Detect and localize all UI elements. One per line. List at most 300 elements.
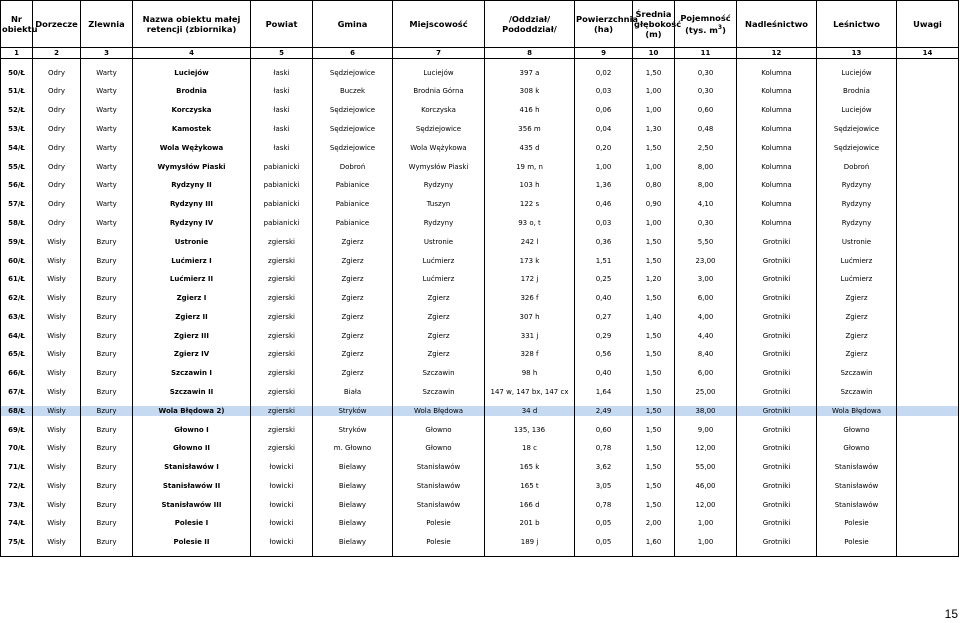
spacer-cell [1, 397, 33, 406]
spacer-cell [897, 378, 959, 387]
spacer-cell [81, 284, 133, 293]
spacer-cell [675, 59, 737, 68]
cell-nazwa: Wymysłów Piaski [133, 162, 251, 172]
column-header: Średnia głębokość (m) [633, 1, 675, 48]
spacer-cell [313, 134, 393, 143]
cell-pojemnosc: 9,00 [675, 424, 737, 434]
cell-nr: 68/Ł [1, 406, 33, 416]
cell-lesnictwo: Lućmierz [817, 274, 897, 284]
cell-miejscowosc: Stanisławów [393, 462, 485, 472]
spacer-cell [251, 529, 313, 538]
spacer-cell [575, 303, 633, 312]
spacer-cell [737, 453, 817, 462]
spacer-cell [133, 78, 251, 87]
cell-glebokosc: 1,50 [633, 462, 675, 472]
cell-nr: 71/Ł [1, 462, 33, 472]
table-row [1, 537, 959, 547]
cell-uwagi [897, 86, 959, 96]
spacer-cell [817, 397, 897, 406]
spacer-cell [485, 360, 575, 369]
cell-miejscowosc: Sędziejowice [393, 124, 485, 134]
cell-dorzecze: Wisły [33, 293, 81, 303]
spacer-cell [817, 303, 897, 312]
spacer-cell [1, 97, 33, 106]
column-number: 4 [133, 48, 251, 59]
spacer-cell [33, 435, 81, 444]
table-row [1, 443, 959, 453]
cell-pojemnosc: 0,48 [675, 124, 737, 134]
spacer-cell [33, 453, 81, 462]
spacer-cell [675, 228, 737, 237]
row-spacer [1, 322, 959, 331]
spacer-cell [737, 190, 817, 199]
cell-nadlesnictwo: Grotniki [737, 293, 817, 303]
table-row [1, 105, 959, 115]
row-spacer [1, 491, 959, 500]
spacer-cell [1, 453, 33, 462]
column-header: Nazwa obiektu małej retencji (zbiornika) [133, 1, 251, 48]
spacer-cell [393, 547, 485, 556]
cell-nadlesnictwo: Grotniki [737, 424, 817, 434]
column-number: 1 [1, 48, 33, 59]
spacer-cell [81, 209, 133, 218]
spacer-cell [485, 378, 575, 387]
cell-uwagi [897, 424, 959, 434]
cell-nazwa: Stanisławów III [133, 500, 251, 510]
cell-oddzial: 331 j [485, 331, 575, 341]
spacer-cell [675, 491, 737, 500]
spacer-cell [33, 266, 81, 275]
spacer-cell [633, 78, 675, 87]
column-number: 11 [675, 48, 737, 59]
cell-lesnictwo: Rydzyny [817, 180, 897, 190]
spacer-cell [633, 134, 675, 143]
spacer-cell [485, 172, 575, 181]
spacer-cell [485, 134, 575, 143]
spacer-cell [575, 284, 633, 293]
cell-nadlesnictwo: Kolumna [737, 199, 817, 209]
table-row [1, 331, 959, 341]
spacer-cell [81, 172, 133, 181]
spacer-cell [817, 190, 897, 199]
cell-dorzecze: Wisły [33, 443, 81, 453]
spacer-cell [737, 78, 817, 87]
cell-nadlesnictwo: Grotniki [737, 406, 817, 416]
spacer-cell [817, 266, 897, 275]
cell-miejscowosc: Polesie [393, 518, 485, 528]
cell-zlewnia: Bzury [81, 518, 133, 528]
spacer-cell [817, 491, 897, 500]
cell-pow: 0,46 [575, 199, 633, 209]
cell-pojemnosc: 12,00 [675, 500, 737, 510]
spacer-cell [485, 247, 575, 256]
spacer-cell [817, 115, 897, 124]
table-row [1, 293, 959, 303]
cell-powiat: zgierski [251, 349, 313, 359]
cell-glebokosc: 1,50 [633, 368, 675, 378]
cell-zlewnia: Warty [81, 86, 133, 96]
spacer-cell [575, 378, 633, 387]
spacer-cell [393, 397, 485, 406]
cell-pojemnosc: 4,10 [675, 199, 737, 209]
spacer-cell [251, 378, 313, 387]
cell-glebokosc: 1,00 [633, 105, 675, 115]
cell-pojemnosc: 38,00 [675, 406, 737, 416]
spacer-cell [897, 397, 959, 406]
cell-powiat: łowicki [251, 462, 313, 472]
spacer-cell [675, 153, 737, 162]
spacer-cell [393, 472, 485, 481]
spacer-cell [393, 247, 485, 256]
spacer-cell [313, 284, 393, 293]
spacer-cell [633, 228, 675, 237]
spacer-cell [133, 190, 251, 199]
cell-powiat: łowicki [251, 500, 313, 510]
cell-pojemnosc: 5,50 [675, 237, 737, 247]
cell-lesnictwo: Stanisławów [817, 500, 897, 510]
spacer-cell [675, 97, 737, 106]
cell-nazwa: Zgierz II [133, 312, 251, 322]
spacer-cell [1, 510, 33, 519]
spacer-cell [251, 510, 313, 519]
row-spacer [1, 303, 959, 312]
cell-pojemnosc: 2,50 [675, 143, 737, 153]
spacer-cell [81, 360, 133, 369]
cell-dorzecze: Wisły [33, 537, 81, 547]
spacer-cell [81, 378, 133, 387]
spacer-cell [33, 397, 81, 406]
spacer-cell [675, 472, 737, 481]
spacer-cell [485, 510, 575, 519]
spacer-cell [897, 529, 959, 538]
cell-lesnictwo: Rydzyny [817, 199, 897, 209]
spacer-cell [817, 435, 897, 444]
row-spacer [1, 378, 959, 387]
spacer-cell [81, 397, 133, 406]
cell-gmina: Bielawy [313, 537, 393, 547]
cell-nadlesnictwo: Grotniki [737, 368, 817, 378]
cell-pow: 1,51 [575, 255, 633, 265]
spacer-cell [1, 78, 33, 87]
spacer-cell [133, 547, 251, 556]
cell-pojemnosc: 6,00 [675, 293, 737, 303]
spacer-cell [897, 453, 959, 462]
spacer-cell [393, 209, 485, 218]
cell-pow: 0,05 [575, 537, 633, 547]
cell-lesnictwo: Brodnia [817, 86, 897, 96]
cell-nazwa: Rydzyny II [133, 180, 251, 190]
spacer-cell [1, 303, 33, 312]
cell-dorzecze: Odry [33, 199, 81, 209]
cell-pow: 0,78 [575, 500, 633, 510]
cell-lesnictwo: Polesie [817, 518, 897, 528]
spacer-cell [393, 529, 485, 538]
cell-pow: 0,56 [575, 349, 633, 359]
cell-oddzial: 122 s [485, 199, 575, 209]
column-number: 8 [485, 48, 575, 59]
spacer-cell [485, 97, 575, 106]
cell-uwagi [897, 406, 959, 416]
spacer-cell [133, 134, 251, 143]
spacer-cell [633, 472, 675, 481]
cell-powiat: pabianicki [251, 199, 313, 209]
cell-nadlesnictwo: Kolumna [737, 143, 817, 153]
cell-glebokosc: 1,50 [633, 481, 675, 491]
cell-lesnictwo: Polesie [817, 537, 897, 547]
cell-nazwa: Rydzyny IV [133, 218, 251, 228]
spacer-cell [575, 134, 633, 143]
spacer-cell [251, 115, 313, 124]
spacer-cell [133, 416, 251, 425]
spacer-cell [313, 416, 393, 425]
spacer-cell [393, 491, 485, 500]
cell-nadlesnictwo: Grotniki [737, 312, 817, 322]
cell-pojemnosc: 0,30 [675, 86, 737, 96]
cell-lesnictwo: Dobroń [817, 162, 897, 172]
cell-lesnictwo: Zgierz [817, 349, 897, 359]
cell-nadlesnictwo: Grotniki [737, 518, 817, 528]
cell-nadlesnictwo: Kolumna [737, 68, 817, 78]
spacer-cell [1, 134, 33, 143]
spacer-cell [737, 529, 817, 538]
cell-miejscowosc: Zgierz [393, 331, 485, 341]
spacer-cell [485, 228, 575, 237]
cell-miejscowosc: Stanisławów [393, 481, 485, 491]
cell-gmina: Zgierz [313, 312, 393, 322]
column-header-row [1, 1, 959, 48]
spacer-cell [633, 247, 675, 256]
spacer-cell [81, 453, 133, 462]
cell-powiat: łowicki [251, 518, 313, 528]
cell-pow: 0,40 [575, 368, 633, 378]
cell-dorzecze: Wisły [33, 481, 81, 491]
spacer-cell [251, 284, 313, 293]
cell-nadlesnictwo: Grotniki [737, 387, 817, 397]
cell-zlewnia: Warty [81, 218, 133, 228]
cell-nr: 62/Ł [1, 293, 33, 303]
cell-lesnictwo: Szczawin [817, 387, 897, 397]
cell-uwagi [897, 68, 959, 78]
column-header: Miejscowość [393, 1, 485, 48]
table-row [1, 143, 959, 153]
spacer-cell [33, 134, 81, 143]
spacer-cell [633, 341, 675, 350]
cell-pojemnosc: 12,00 [675, 443, 737, 453]
spacer-cell [675, 284, 737, 293]
spacer-cell [313, 360, 393, 369]
spacer-cell [575, 153, 633, 162]
row-spacer [1, 228, 959, 237]
cell-glebokosc: 1,50 [633, 293, 675, 303]
spacer-cell [251, 134, 313, 143]
cell-glebokosc: 1,00 [633, 86, 675, 96]
spacer-cell [133, 341, 251, 350]
spacer-cell [633, 510, 675, 519]
spacer-cell [675, 247, 737, 256]
spacer-cell [675, 397, 737, 406]
cell-lesnictwo: Zgierz [817, 293, 897, 303]
cell-oddzial: 165 k [485, 462, 575, 472]
spacer-cell [33, 303, 81, 312]
cell-nadlesnictwo: Kolumna [737, 218, 817, 228]
row-spacer [1, 472, 959, 481]
cell-powiat: zgierski [251, 387, 313, 397]
cell-nazwa: Ustronie [133, 237, 251, 247]
table-row [1, 462, 959, 472]
spacer-cell [393, 378, 485, 387]
cell-uwagi [897, 443, 959, 453]
cell-pow: 1,36 [575, 180, 633, 190]
spacer-cell [313, 453, 393, 462]
spacer-cell [313, 491, 393, 500]
spacer-cell [485, 59, 575, 68]
spacer-cell [133, 266, 251, 275]
spacer-cell [897, 266, 959, 275]
spacer-cell [33, 172, 81, 181]
cell-zlewnia: Warty [81, 180, 133, 190]
cell-pow: 0,78 [575, 443, 633, 453]
table-row [1, 424, 959, 434]
spacer-cell [393, 453, 485, 462]
spacer-cell [737, 397, 817, 406]
cell-uwagi [897, 481, 959, 491]
cell-pojemnosc: 8,40 [675, 349, 737, 359]
cell-glebokosc: 1,50 [633, 255, 675, 265]
cell-glebokosc: 1,50 [633, 68, 675, 78]
cell-pojemnosc: 3,00 [675, 274, 737, 284]
spacer-cell [81, 529, 133, 538]
spacer-cell [313, 303, 393, 312]
spacer-cell [251, 453, 313, 462]
cell-glebokosc: 1,50 [633, 424, 675, 434]
cell-gmina: Zgierz [313, 274, 393, 284]
cell-nr: 56/Ł [1, 180, 33, 190]
spacer-cell [737, 435, 817, 444]
cell-dorzecze: Wisły [33, 500, 81, 510]
spacer-cell [393, 97, 485, 106]
cell-lesnictwo: Stanisławów [817, 462, 897, 472]
spacer-cell [1, 341, 33, 350]
spacer-cell [675, 341, 737, 350]
cell-gmina: Pabianice [313, 180, 393, 190]
spacer-cell [575, 453, 633, 462]
spacer-cell [251, 97, 313, 106]
spacer-cell [675, 453, 737, 462]
spacer-cell [251, 209, 313, 218]
spacer-cell [485, 190, 575, 199]
spacer-cell [133, 172, 251, 181]
cell-lesnictwo: Lućmierz [817, 255, 897, 265]
cell-miejscowosc: Stanisławów [393, 500, 485, 510]
spacer-cell [81, 115, 133, 124]
cell-pojemnosc: 8,00 [675, 162, 737, 172]
cell-oddzial: 307 h [485, 312, 575, 322]
spacer-cell [737, 491, 817, 500]
cell-powiat: łaski [251, 105, 313, 115]
cell-uwagi [897, 162, 959, 172]
row-spacer [1, 172, 959, 181]
table-row [1, 406, 959, 416]
column-header: Powiat [251, 1, 313, 48]
spacer-cell [485, 153, 575, 162]
cell-pow: 0,29 [575, 331, 633, 341]
table-row [1, 500, 959, 510]
cell-glebokosc: 1,50 [633, 331, 675, 341]
spacer-cell [897, 172, 959, 181]
spacer-cell [133, 303, 251, 312]
table-row [1, 481, 959, 491]
spacer-cell [575, 322, 633, 331]
table-row [1, 312, 959, 322]
cell-glebokosc: 1,50 [633, 443, 675, 453]
spacer-cell [633, 453, 675, 462]
cell-pojemnosc: 55,00 [675, 462, 737, 472]
cell-nazwa: Szczawin I [133, 368, 251, 378]
spacer-cell [897, 115, 959, 124]
cell-gmina: Buczek [313, 86, 393, 96]
cell-lesnictwo: Luciejów [817, 68, 897, 78]
spacer-cell [81, 416, 133, 425]
cell-pow: 0,04 [575, 124, 633, 134]
spacer-cell [251, 303, 313, 312]
cell-gmina: Dobroń [313, 162, 393, 172]
cell-gmina: Bielawy [313, 518, 393, 528]
cell-pow: 3,62 [575, 462, 633, 472]
spacer-cell [313, 59, 393, 68]
cell-dorzecze: Odry [33, 124, 81, 134]
spacer-cell [81, 547, 133, 556]
spacer-cell [81, 491, 133, 500]
spacer-cell [393, 153, 485, 162]
cell-oddzial: 356 m [485, 124, 575, 134]
cell-miejscowosc: Ustronie [393, 237, 485, 247]
spacer-cell [575, 397, 633, 406]
spacer-cell [33, 78, 81, 87]
spacer-cell [897, 491, 959, 500]
spacer-cell [575, 416, 633, 425]
spacer-cell [737, 510, 817, 519]
cell-gmina: Bielawy [313, 500, 393, 510]
cell-pow: 1,00 [575, 162, 633, 172]
spacer-cell [81, 341, 133, 350]
spacer-cell [313, 378, 393, 387]
spacer-cell [313, 115, 393, 124]
cell-gmina: Zgierz [313, 237, 393, 247]
cell-lesnictwo: Szczawin [817, 368, 897, 378]
spacer-cell [737, 378, 817, 387]
spacer-cell [633, 416, 675, 425]
cell-gmina: Sędziejowice [313, 105, 393, 115]
spacer-cell [393, 190, 485, 199]
cell-pow: 0,03 [575, 218, 633, 228]
cell-zlewnia: Bzury [81, 481, 133, 491]
cell-dorzecze: Wisły [33, 368, 81, 378]
column-header: Nr obiektu [1, 1, 33, 48]
spacer-cell [1, 59, 33, 68]
cell-powiat: zgierski [251, 237, 313, 247]
cell-gmina: Bielawy [313, 481, 393, 491]
spacer-cell [737, 247, 817, 256]
spacer-cell [393, 78, 485, 87]
cell-lesnictwo: Zgierz [817, 312, 897, 322]
spacer-cell [33, 153, 81, 162]
cell-gmina: Pabianice [313, 199, 393, 209]
spacer-cell [133, 97, 251, 106]
spacer-cell [817, 209, 897, 218]
cell-pow: 0,02 [575, 68, 633, 78]
cell-nazwa: Głowno II [133, 443, 251, 453]
spacer-cell [485, 397, 575, 406]
